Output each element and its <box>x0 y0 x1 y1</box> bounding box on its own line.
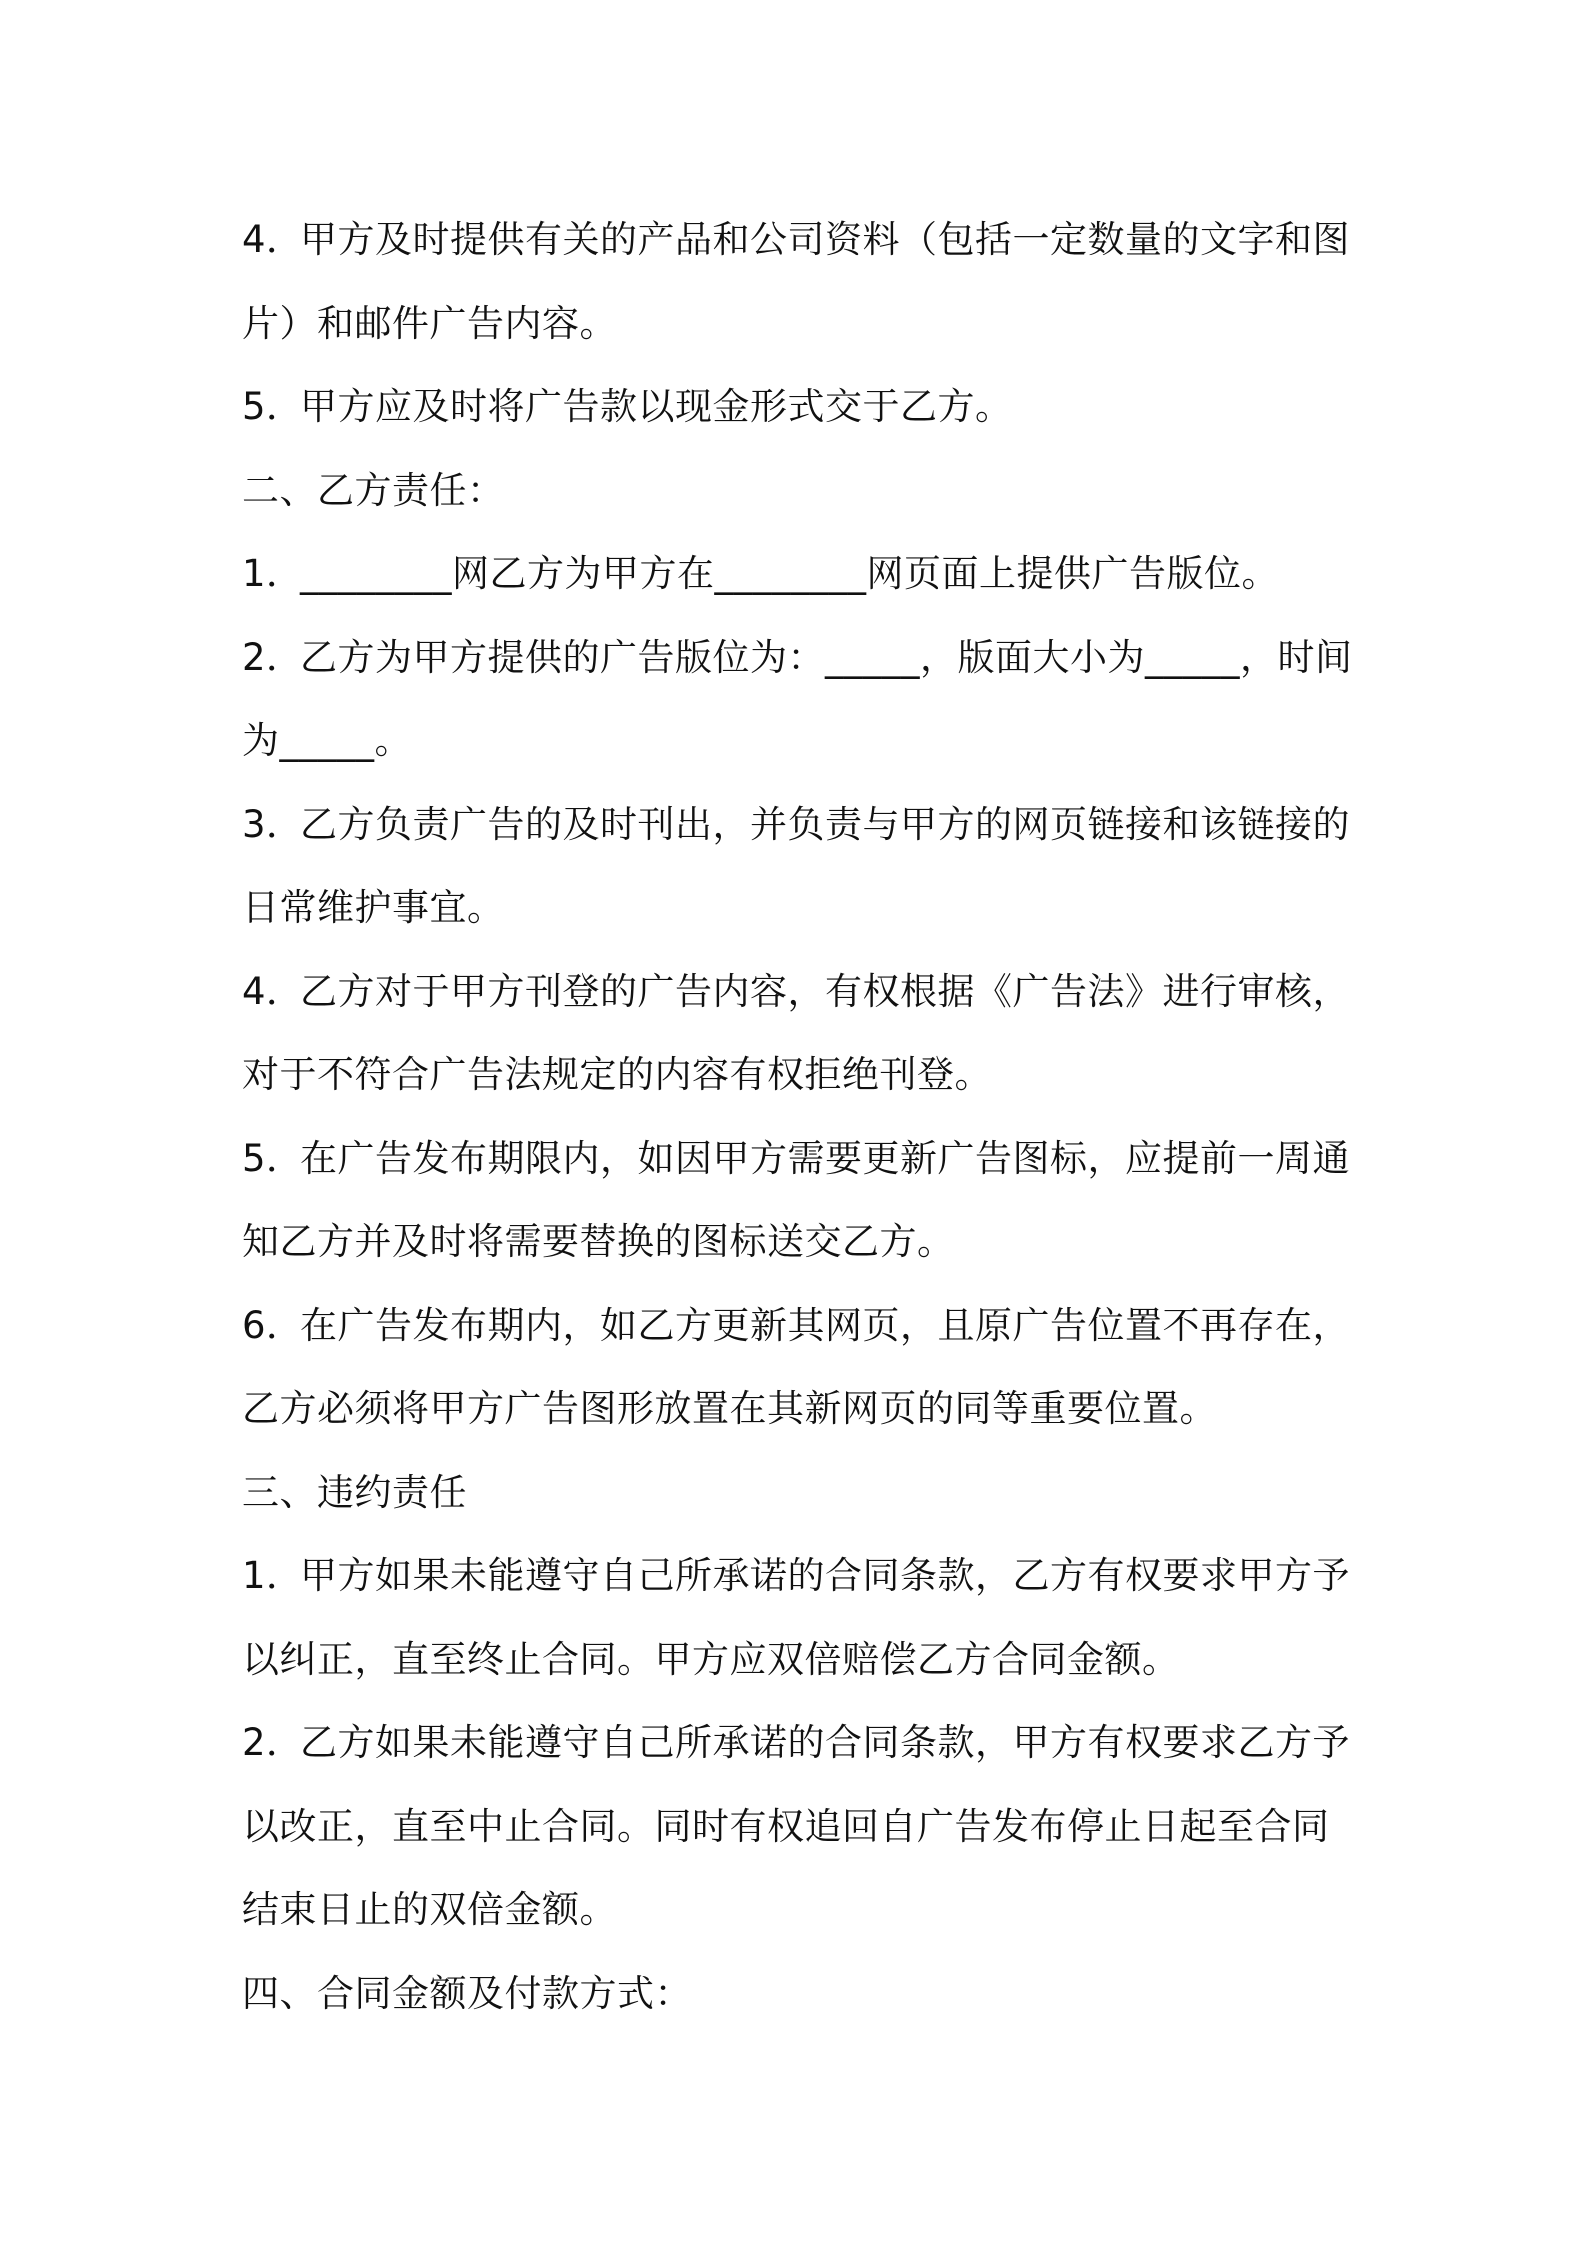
clause-party-b-2 <box>242 616 1354 783</box>
clause-party-a-4 <box>242 198 1354 365</box>
clause-party-b-6 <box>242 1284 1354 1451</box>
clause-text: 乙方对于甲方刊登的广告内容，有权根据《广告法》进行审核，对于不符合广告法规定的内容有权拒绝刊登。 <box>242 969 1350 1096</box>
section-heading-breach: 三、违约责任 <box>242 1470 467 1514</box>
clause-number: 5． <box>242 385 304 428</box>
clause-number: 3． <box>242 802 304 846</box>
clause-text: 乙方负责广告的及时刊出，并负责与甲方的网页链接和该链接的日常维护事宜。 <box>242 802 1350 929</box>
clause-breach-2 <box>242 1701 1354 1952</box>
clause-number: 6． <box>242 1303 304 1347</box>
clause-text: 在广告发布期限内，如因甲方需要更新广告图标，应提前一周通知乙方并及时将需要替换的图标送交乙方。 <box>242 1136 1350 1263</box>
clause-party-b-5 <box>242 1117 1354 1284</box>
clause-breach-1 <box>242 1534 1354 1701</box>
clause-text: ________网乙方为甲方在________网页面上提供广告版位。 <box>300 552 1279 595</box>
clause-number: 1． <box>242 1554 304 1597</box>
clause-party-b-3 <box>242 783 1354 950</box>
clause-text: 乙方为甲方提供的广告版位为：_____，版面大小为_____，时间为_____。 <box>242 635 1353 762</box>
section-heading-party-b: 二、乙方责任： <box>242 468 505 512</box>
clause-party-b-4 <box>242 950 1354 1117</box>
clause-number: 4． <box>242 218 304 261</box>
clause-party-a-5 <box>242 365 1354 449</box>
section-heading-payment: 四、合同金额及付款方式： <box>242 1971 692 2015</box>
clause-number: 1． <box>242 552 304 595</box>
clause-text: 甲方及时提供有关的产品和公司资料（包括一定数量的文字和图片）和邮件广告内容。 <box>242 218 1350 345</box>
document-body <box>242 198 1354 2035</box>
clause-text: 乙方如果未能遵守自己所承诺的合同条款，甲方有权要求乙方予以改正，直至中止合同。同时有权追回自广告发布停止日起至合同结束日止的双倍金额。 <box>242 1721 1350 1931</box>
clause-number: 4． <box>242 969 304 1013</box>
clause-number: 2． <box>242 635 304 679</box>
clause-text: 甲方如果未能遵守自己所承诺的合同条款，乙方有权要求甲方予以纠正，直至终止合同。甲方应双倍赔偿乙方合同金额。 <box>242 1554 1350 1681</box>
clause-number: 5． <box>242 1136 304 1180</box>
clause-party-b-1 <box>242 532 1354 616</box>
clause-text: 在广告发布期内，如乙方更新其网页，且原广告位置不再存在，乙方必须将甲方广告图形放置在其新网页的同等重要位置。 <box>242 1303 1350 1430</box>
clause-text: 甲方应及时将广告款以现金形式交于乙方。 <box>300 385 1013 428</box>
clause-number: 2． <box>242 1721 304 1764</box>
